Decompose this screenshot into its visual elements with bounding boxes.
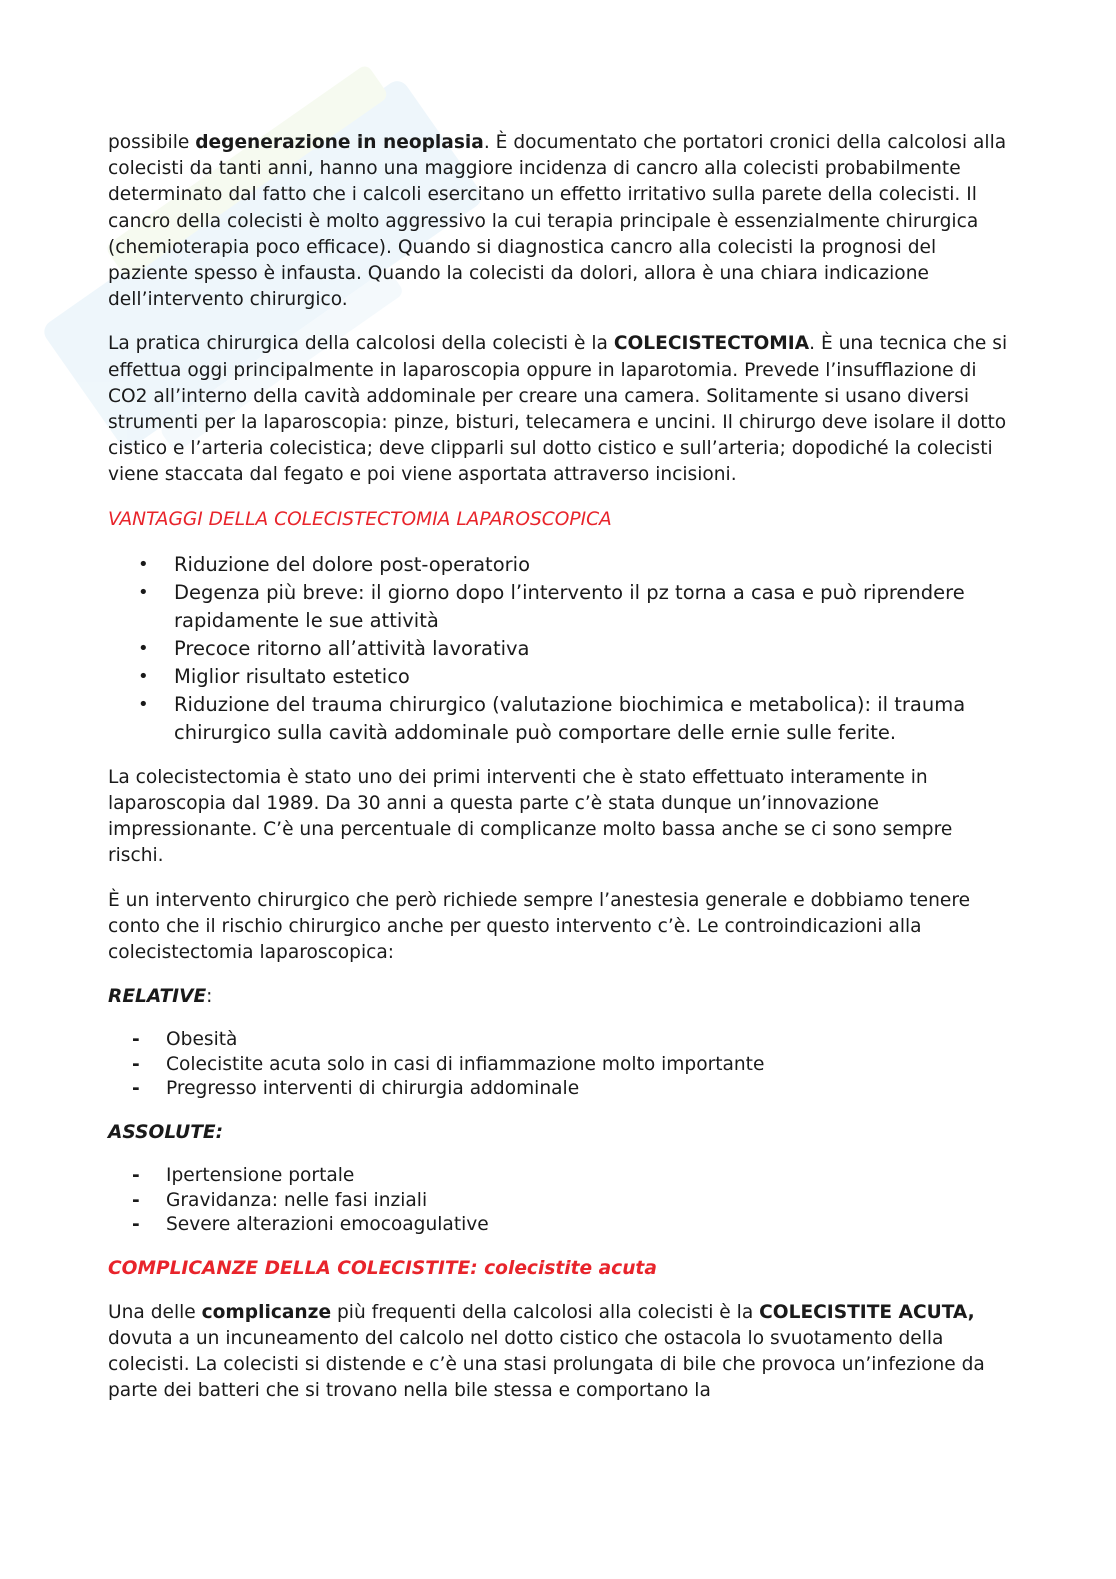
list-item-text: Pregresso interventi di chirurgia addominale bbox=[166, 1078, 580, 1100]
heading-text: RELATIVE bbox=[108, 986, 207, 1008]
list-item-text: Ipertensione portale bbox=[166, 1165, 355, 1187]
dash-icon: - bbox=[132, 1165, 140, 1187]
list-item-text: Riduzione del trauma chirurgico (valutazione biochimica e metabolica): il trauma chirurgico sulla cavità addominale può comportare delle ernie sulle ferite. bbox=[174, 692, 966, 744]
paragraph-colecistectomia bbox=[108, 331, 1008, 488]
paragraph-colecistite-acuta bbox=[108, 1300, 1008, 1405]
list-assolute bbox=[108, 1164, 1008, 1238]
heading-colon: : bbox=[206, 986, 213, 1008]
dash-icon: - bbox=[132, 1214, 140, 1236]
list-item-text: Severe alterazioni emocoagulative bbox=[166, 1214, 489, 1236]
paragraph-text: . È documentato che portatori cronici della calcolosi alla colecisti da tanti anni, hanno una maggiore incidenza di cancro alla colecisti probabilmente determinato dal fatto che i calcoli esercitano un effetto irritativo sulla parete della colecisti. Il cancro della colecisti è molto aggressivo la cui terapia principale è essenzialmente chirurgica (chemioterapia poco efficace). Quando si diagnostica cancro alla colecisti la prognosi del paziente spesso è infausta. Quando la colecisti da dolori, allora è una chiara indicazione dell’intervento chirurgico. bbox=[108, 132, 1007, 311]
bullet-icon: • bbox=[138, 637, 149, 659]
bullet-icon: • bbox=[138, 665, 149, 687]
list-item-text: Gravidanza: nelle fasi inziali bbox=[166, 1189, 428, 1211]
list-item-text: Miglior risultato estetico bbox=[174, 664, 410, 688]
list-item-text: Riduzione del dolore post-operatorio bbox=[174, 552, 530, 576]
heading-assolute: ASSOLUTE: bbox=[108, 1121, 224, 1143]
list-item bbox=[108, 663, 1008, 691]
list-item-text: Degenza più breve: il giorno dopo l’intervento il pz torna a casa e può riprendere rapidamente le sue attività bbox=[174, 580, 965, 632]
heading-relative bbox=[108, 984, 1008, 1010]
paragraph-controindicazioni: È un intervento chirurgico che però richiede sempre l’anestesia generale e dobbiamo tenere conto che il rischio chirurgico anche per questo intervento c’è. Le controindicazioni alla colecistectomia laparoscopica: bbox=[108, 889, 971, 964]
list-item bbox=[108, 1053, 1008, 1078]
list-item bbox=[108, 1164, 1008, 1189]
dash-icon: - bbox=[132, 1189, 140, 1211]
list-item bbox=[108, 551, 1008, 579]
bold-term: degenerazione in neoplasia bbox=[195, 132, 484, 153]
paragraph-text: Una delle bbox=[108, 1301, 202, 1323]
paragraph-text: La pratica chirurgica della calcolosi della colecisti è la bbox=[108, 333, 614, 355]
list-relative bbox=[108, 1028, 1008, 1102]
paragraph-text: dovuta a un incuneamento del calcolo nel dotto cistico che ostacola lo svuotamento della colecisti. La colecisti si distende e c’è una stasi prolungata di bile che provoca un’infezione da parte dei batteri che si trovano nella bile stessa e comportano la bbox=[108, 1328, 985, 1402]
paragraph-storia: La colecistectomia è stato uno dei primi interventi che è stato effettuato interamente in laparoscopia dal 1989. Da 30 anni a questa parte c’è stata dunque un’innovazione impressionante. C’è una percentuale di complicanze molto bassa anche se ci sono sempre rischi. bbox=[108, 766, 953, 867]
document-page bbox=[108, 130, 1008, 1423]
bold-term: COLECISTITE ACUTA, bbox=[759, 1301, 975, 1323]
dash-icon: - bbox=[132, 1078, 140, 1100]
paragraph-text: possibile bbox=[108, 132, 196, 153]
list-item-text: Colecistite acuta solo in casi di infiammazione molto importante bbox=[166, 1053, 765, 1075]
paragraph-neoplasia bbox=[108, 130, 1008, 313]
list-item bbox=[108, 1213, 1008, 1238]
dash-icon: - bbox=[132, 1029, 140, 1051]
bullet-icon: • bbox=[138, 553, 149, 575]
dash-icon: - bbox=[132, 1053, 140, 1075]
heading-vantaggi: VANTAGGI DELLA COLECISTECTOMIA LAPAROSCOPICA bbox=[108, 508, 612, 530]
list-item bbox=[108, 691, 1008, 747]
paragraph-text: più frequenti della calcolosi alla colecisti è la bbox=[331, 1301, 760, 1323]
list-item bbox=[108, 1189, 1008, 1214]
list-item bbox=[108, 1028, 1008, 1053]
list-item-text: Precoce ritorno all’attività lavorativa bbox=[174, 636, 530, 660]
paragraph-text: . È una tecnica che si effettua oggi principalmente in laparoscopia oppure in laparotomia. Prevede l’insufflazione di CO2 all’interno della cavità addominale per creare una camera. Solitamente si usano diversi strumenti per la laparoscopia: pinze, bisturi, telecamera e uncini. Il chirurgo deve isolare il dotto cistico e l’arteria colecistica; deve clipparli sul dotto cistico e sull’arteria; dopodiché la colecisti viene staccata dal fegato e poi viene asportata attraverso incisioni. bbox=[108, 333, 1008, 486]
bullet-icon: • bbox=[138, 581, 149, 603]
list-vantaggi bbox=[108, 551, 1008, 747]
list-item bbox=[108, 579, 1008, 635]
list-item-text: Obesità bbox=[166, 1029, 238, 1051]
bold-term: COLECISTECTOMIA bbox=[613, 333, 810, 355]
list-item bbox=[108, 635, 1008, 663]
heading-complicanze: COMPLICANZE DELLA COLECISTITE: colecistite acuta bbox=[108, 1257, 657, 1279]
bold-term: complicanze bbox=[201, 1301, 332, 1323]
bullet-icon: • bbox=[138, 693, 149, 715]
list-item bbox=[108, 1077, 1008, 1102]
